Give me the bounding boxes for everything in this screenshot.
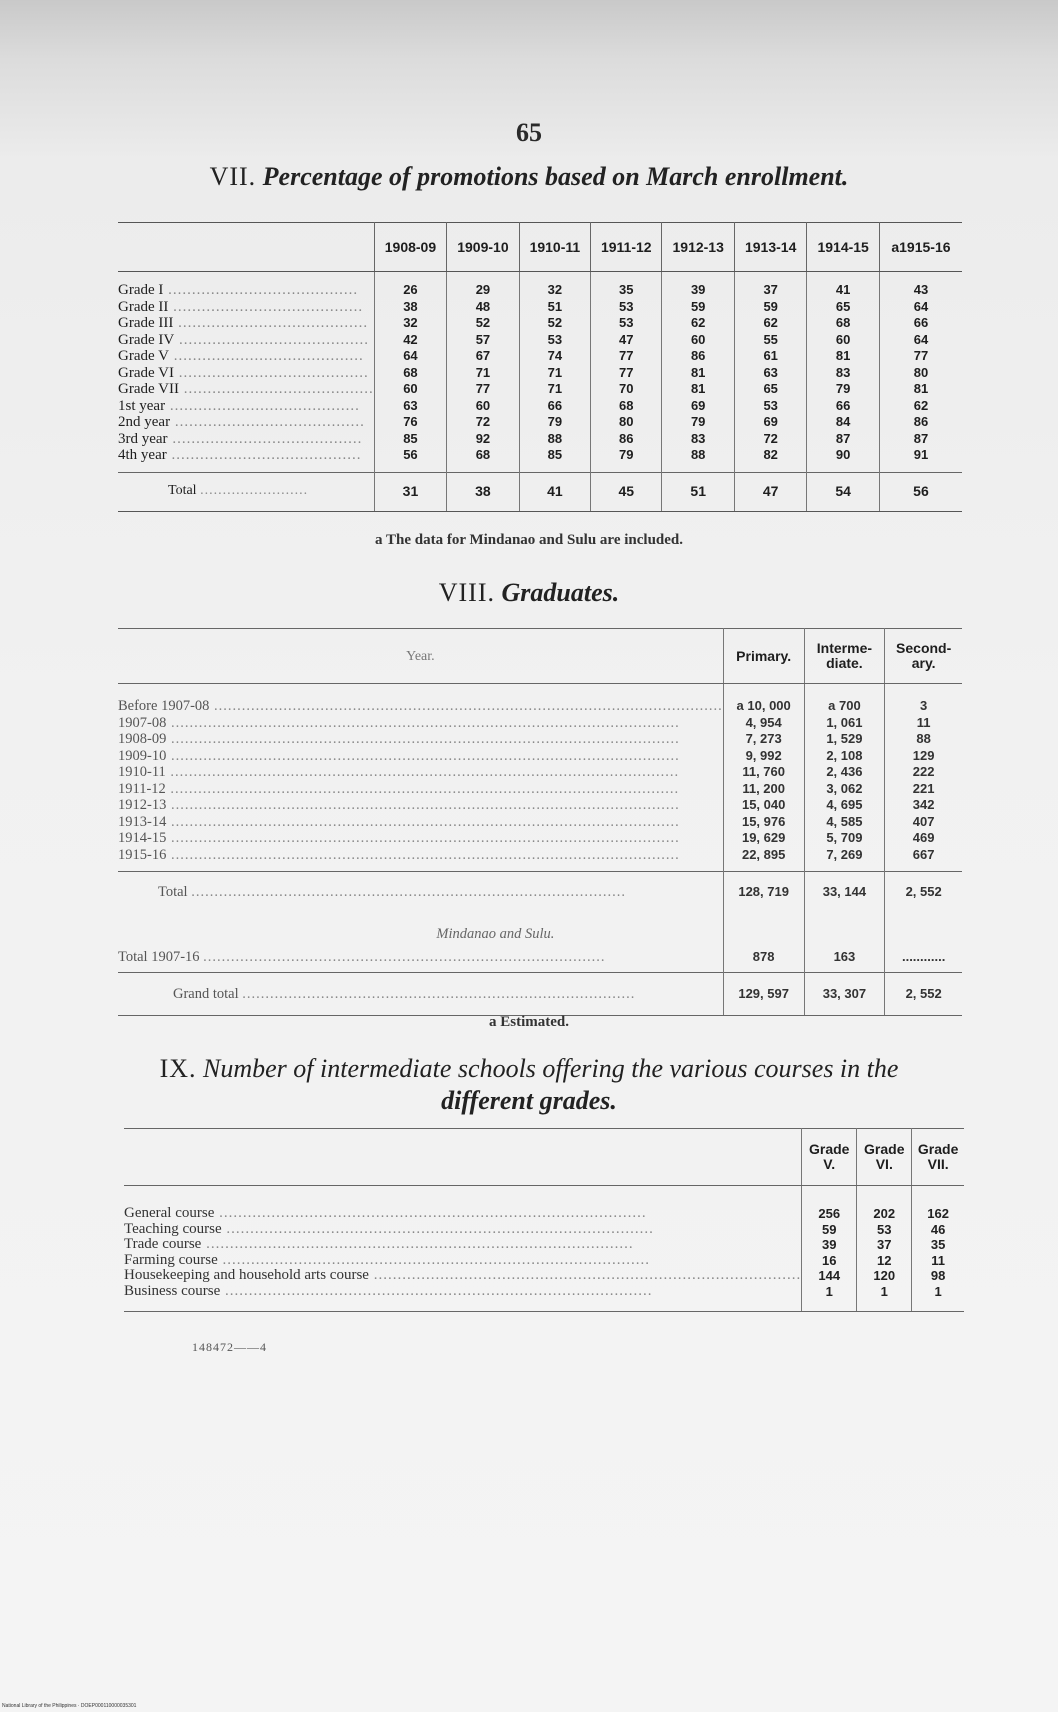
table-cell: 33, 144 [804, 872, 885, 913]
table-cell: 29 [447, 272, 519, 299]
table-ix-caption-line1: Number of intermediate schools offering the various courses in the [203, 1054, 899, 1083]
row-label: 1909-10 .............................................................................................................. [118, 747, 680, 764]
column-header: Grade VI. [857, 1129, 912, 1186]
table-cell: 74 [519, 348, 590, 365]
column-header: Interme-diate. [804, 629, 885, 684]
table-cell: 5, 709 [804, 830, 885, 847]
table-ix-number: IX. [159, 1054, 197, 1083]
table-cell: 7, 269 [804, 847, 885, 872]
row-label: 4th year ........................................ [118, 447, 362, 463]
mindanao-total-row [118, 942, 962, 973]
table-cell: 52 [447, 315, 519, 332]
table-cell: 37 [857, 1237, 912, 1253]
table-header-row [124, 1129, 964, 1186]
table-cell: 1 [802, 1284, 857, 1312]
table-viii-title [0, 578, 1058, 608]
table-cell: 51 [519, 299, 590, 316]
table-cell: 76 [374, 414, 446, 431]
table-cell: 53 [519, 332, 590, 349]
table-cell: 79 [591, 447, 662, 472]
printer-signature: 148472——4 [192, 1340, 267, 1354]
table-cell: 53 [734, 398, 806, 415]
table-cell: 32 [519, 272, 590, 299]
table-cell: 56 [374, 447, 446, 472]
table-row [118, 748, 962, 765]
table-cell: 72 [447, 414, 519, 431]
table-cell: 2, 108 [804, 748, 885, 765]
table-cell: 47 [591, 332, 662, 349]
column-header: 1913-14 [734, 223, 806, 272]
table-cell: 32 [374, 315, 446, 332]
row-label: 1908-09 .............................................................................................................. [118, 731, 680, 747]
table-cell: 41 [519, 472, 590, 511]
table-cell: 98 [912, 1268, 964, 1284]
table-row [118, 332, 962, 349]
table-cell: 60 [447, 398, 519, 415]
table-cell: 81 [662, 365, 734, 382]
table-cell: 60 [374, 381, 446, 398]
table-cell: 64 [374, 348, 446, 365]
table-cell: 3 [885, 684, 962, 715]
row-label: Farming course .......................................................................................... [124, 1252, 650, 1268]
table-cell: 129, 597 [723, 973, 804, 1016]
row-label: 1911-12 .............................................................................................................. [118, 780, 680, 797]
table-cell: 88 [885, 731, 962, 748]
table-cell: 35 [912, 1237, 964, 1253]
row-label: Total .............................................................................................. [118, 872, 723, 913]
table-row [118, 814, 962, 831]
table-cell: 38 [374, 299, 446, 316]
row-label: 1907-08 .............................................................................................................. [118, 714, 680, 731]
table-cell: 71 [519, 381, 590, 398]
table-cell: 70 [591, 381, 662, 398]
table-cell: 83 [807, 365, 879, 382]
table-cell: 33, 307 [804, 973, 885, 1016]
table-cell: 57 [447, 332, 519, 349]
table-cell: 80 [879, 365, 962, 382]
table-cell: 469 [885, 830, 962, 847]
table-cell: 35 [591, 272, 662, 299]
table-viii-number: VIII. [438, 578, 495, 607]
table-cell: 51 [662, 472, 734, 511]
column-header: Grade V. [802, 1129, 857, 1186]
scan-credit: National Library of the Philippines · DOEP000110000035301 [2, 1703, 137, 1709]
table-cell: 62 [734, 315, 806, 332]
column-header: Grade VII. [912, 1129, 964, 1186]
table-cell: 81 [879, 381, 962, 398]
table-cell: 15, 976 [723, 814, 804, 831]
table-cell: 162 [912, 1186, 964, 1222]
table-cell: 56 [879, 472, 962, 511]
table-cell: 120 [857, 1268, 912, 1284]
row-label: Housekeeping and household arts course .......................................................................................... [124, 1268, 802, 1283]
table-viii-caption: Graduates. [501, 578, 620, 607]
column-header: a1915-16 [879, 223, 962, 272]
column-header: 1914-15 [807, 223, 879, 272]
table-cell: 15, 040 [723, 797, 804, 814]
table-ix-caption-line2: different grades. [441, 1086, 617, 1115]
table-row [124, 1237, 964, 1253]
table-cell: 1 [912, 1284, 964, 1312]
grand-total-row [118, 973, 962, 1016]
table-row [124, 1268, 964, 1284]
table-cell: 88 [519, 431, 590, 448]
table-cell: 81 [662, 381, 734, 398]
table-vii-caption: Percentage of promotions based on March enrollment. [262, 162, 849, 191]
table-row [118, 781, 962, 798]
table-row [124, 1186, 964, 1222]
table-cell: 92 [447, 431, 519, 448]
page-number: 65 [516, 118, 542, 147]
table-cell: 221 [885, 781, 962, 798]
table-cell: 256 [802, 1186, 857, 1222]
table-cell: 68 [591, 398, 662, 415]
table-cell: 11, 760 [723, 764, 804, 781]
column-header: Second-ary. [885, 629, 962, 684]
table-cell: 407 [885, 814, 962, 831]
table-row [118, 715, 962, 732]
table-row [118, 381, 962, 398]
row-label: General course .......................................................................................... [124, 1205, 647, 1221]
row-label: 3rd year ........................................ [118, 430, 363, 447]
row-label: Grade III ........................................ [118, 315, 369, 331]
table-cell: 77 [591, 365, 662, 382]
row-label: Grade V ........................................ [118, 348, 364, 364]
table-cell: 90 [807, 447, 879, 472]
table-cell: 71 [447, 365, 519, 382]
table-cell: 55 [734, 332, 806, 349]
table-cell: 66 [807, 398, 879, 415]
table-cell: 4, 954 [723, 715, 804, 732]
row-label: Before 1907-08 .............................................................................................................. [118, 698, 723, 714]
stub-header [124, 1129, 802, 1186]
row-label: Grade VII ........................................ [118, 381, 374, 397]
table-cell: 342 [885, 797, 962, 814]
table-cell: 7, 273 [723, 731, 804, 748]
row-label: 1910-11 .............................................................................................................. [118, 764, 680, 780]
table-cell: 65 [734, 381, 806, 398]
table-cell: 222 [885, 764, 962, 781]
row-label: 1913-14 .............................................................................................................. [118, 813, 680, 830]
row-label: 1st year ........................................ [118, 397, 360, 414]
row-label: 1915-16 .............................................................................................................. [118, 846, 680, 863]
table-cell: 46 [912, 1222, 964, 1238]
table-row [118, 447, 962, 472]
table-cell: 4, 695 [804, 797, 885, 814]
graduates-table [118, 628, 962, 1016]
table-vii-title [0, 162, 1058, 192]
table-cell: 11 [912, 1253, 964, 1269]
table-cell: 77 [447, 381, 519, 398]
table-cell: 11 [885, 715, 962, 732]
table-cell: 45 [591, 472, 662, 511]
table-row [118, 299, 962, 316]
table-cell: 83 [662, 431, 734, 448]
table-cell: 53 [857, 1222, 912, 1238]
table-cell: 64 [879, 332, 962, 349]
table-row [118, 847, 962, 872]
table-cell: 47 [734, 472, 806, 511]
table-cell: 68 [807, 315, 879, 332]
row-label: 2nd year ........................................ [118, 414, 365, 430]
table-cell: 69 [734, 414, 806, 431]
table-cell: 79 [662, 414, 734, 431]
table-header-row [118, 629, 962, 684]
column-header: 1911-12 [591, 223, 662, 272]
table-cell: 9, 992 [723, 748, 804, 765]
table-cell: 62 [879, 398, 962, 415]
table-row [118, 365, 962, 382]
row-label: Grade VI ........................................ [118, 364, 369, 381]
table-cell: 144 [802, 1268, 857, 1284]
courses-table [124, 1128, 964, 1312]
row-label: Grade II ........................................ [118, 298, 364, 315]
table-row [124, 1284, 964, 1312]
table-cell: 1 [857, 1284, 912, 1312]
table-row [118, 797, 962, 814]
table-cell: 48 [447, 299, 519, 316]
stub-header: Year. [118, 629, 723, 684]
table-cell: 19, 629 [723, 830, 804, 847]
table-cell: 4, 585 [804, 814, 885, 831]
table-cell: 86 [662, 348, 734, 365]
table-row [124, 1253, 964, 1269]
table-cell: 128, 719 [723, 872, 804, 913]
table-cell: 85 [519, 447, 590, 472]
subheading-row [118, 912, 962, 942]
table-cell: 61 [734, 348, 806, 365]
table-cell: 85 [374, 431, 446, 448]
table-cell: 80 [591, 414, 662, 431]
table-cell: 2, 552 [885, 872, 962, 913]
table-cell: 87 [807, 431, 879, 448]
row-label: Business course .......................................................................................... [124, 1284, 802, 1312]
table-row [118, 684, 962, 715]
table-row [118, 431, 962, 448]
table-cell: 53 [591, 299, 662, 316]
table-cell: 22, 895 [723, 847, 804, 872]
table-row [118, 830, 962, 847]
table-row [124, 1222, 964, 1238]
column-header: Primary. [723, 629, 804, 684]
table-header-row [118, 223, 962, 272]
table-row [118, 398, 962, 415]
table-cell: a 700 [804, 684, 885, 715]
table-cell: 1, 061 [804, 715, 885, 732]
row-label: 1914-15 .............................................................................................................. [118, 830, 680, 846]
column-header: 1908-09 [374, 223, 446, 272]
table-row [118, 348, 962, 365]
table-cell: 63 [374, 398, 446, 415]
table-cell: 2, 436 [804, 764, 885, 781]
table-cell: 11, 200 [723, 781, 804, 798]
table-cell: 77 [879, 348, 962, 365]
subheading: Mindanao and Sulu. [436, 925, 555, 942]
table-cell: 79 [519, 414, 590, 431]
table-cell: 64 [879, 299, 962, 316]
table-cell: 12 [857, 1253, 912, 1269]
table-row [118, 414, 962, 431]
table-cell: 63 [734, 365, 806, 382]
table-cell: 84 [807, 414, 879, 431]
table-cell: 87 [879, 431, 962, 448]
table-viii-footnote: a Estimated. [489, 1014, 569, 1030]
table-cell: 3, 062 [804, 781, 885, 798]
table-cell: 2, 552 [885, 973, 962, 1016]
promotions-table [118, 222, 962, 512]
table-cell: 16 [802, 1253, 857, 1269]
table-vii-number: VII. [209, 162, 257, 191]
total-row [118, 472, 962, 511]
table-row [118, 315, 962, 332]
row-label: Teaching course .......................................................................................... [124, 1221, 654, 1237]
table-cell: 59 [802, 1222, 857, 1238]
table-cell: 66 [879, 315, 962, 332]
table-cell: 31 [374, 472, 446, 511]
table-cell: 37 [734, 272, 806, 299]
table-cell: 878 [723, 942, 804, 973]
table-cell: 129 [885, 748, 962, 765]
column-header: 1912-13 [662, 223, 734, 272]
column-header: 1910-11 [519, 223, 590, 272]
row-label: Total 1907-16 ....................................................................................... [118, 948, 606, 965]
table-cell: 71 [519, 365, 590, 382]
table-cell: 88 [662, 447, 734, 472]
table-cell: 1, 529 [804, 731, 885, 748]
table-cell: 163 [804, 942, 885, 973]
table-cell: 59 [734, 299, 806, 316]
table-ix-title [0, 1054, 1058, 1116]
table-cell: 62 [662, 315, 734, 332]
table-vii-footnote: a The data for Mindanao and Sulu are included. [375, 532, 683, 548]
column-header: 1909-10 [447, 223, 519, 272]
row-label: Grand total ..................................................................................... [118, 973, 723, 1016]
table-cell: 72 [734, 431, 806, 448]
row-label: Grade I ........................................ [118, 282, 359, 298]
table-row [118, 272, 962, 299]
table-cell: 68 [374, 365, 446, 382]
table-cell: 86 [879, 414, 962, 431]
table-cell: 77 [591, 348, 662, 365]
table-cell: 41 [807, 272, 879, 299]
table-cell: 59 [662, 299, 734, 316]
stub-header [118, 223, 374, 272]
table-cell: 67 [447, 348, 519, 365]
row-label: Grade IV ........................................ [118, 331, 369, 348]
table-cell: 53 [591, 315, 662, 332]
table-cell: 39 [802, 1237, 857, 1253]
table-cell: 43 [879, 272, 962, 299]
row-label: 1912-13 .............................................................................................................. [118, 797, 680, 813]
table-cell: 26 [374, 272, 446, 299]
table-cell: 82 [734, 447, 806, 472]
table-cell: 91 [879, 447, 962, 472]
table-cell: 81 [807, 348, 879, 365]
table-cell: 202 [857, 1186, 912, 1222]
row-label: Trade course .......................................................................................... [124, 1237, 634, 1252]
table-cell: ............ [885, 942, 962, 973]
table-cell: 60 [662, 332, 734, 349]
table-cell: 52 [519, 315, 590, 332]
table-cell: 65 [807, 299, 879, 316]
table-cell: 66 [519, 398, 590, 415]
table-cell: a 10, 000 [723, 684, 804, 715]
table-cell: 60 [807, 332, 879, 349]
table-row [118, 731, 962, 748]
table-cell: 42 [374, 332, 446, 349]
table-cell: 39 [662, 272, 734, 299]
table-cell: 69 [662, 398, 734, 415]
table-row [118, 764, 962, 781]
table-cell: 38 [447, 472, 519, 511]
table-cell: 54 [807, 472, 879, 511]
total-row [118, 872, 962, 913]
table-cell: 86 [591, 431, 662, 448]
table-cell: 79 [807, 381, 879, 398]
row-label: Total ........................ [118, 472, 374, 511]
table-cell: 68 [447, 447, 519, 472]
table-cell: 667 [885, 847, 962, 872]
